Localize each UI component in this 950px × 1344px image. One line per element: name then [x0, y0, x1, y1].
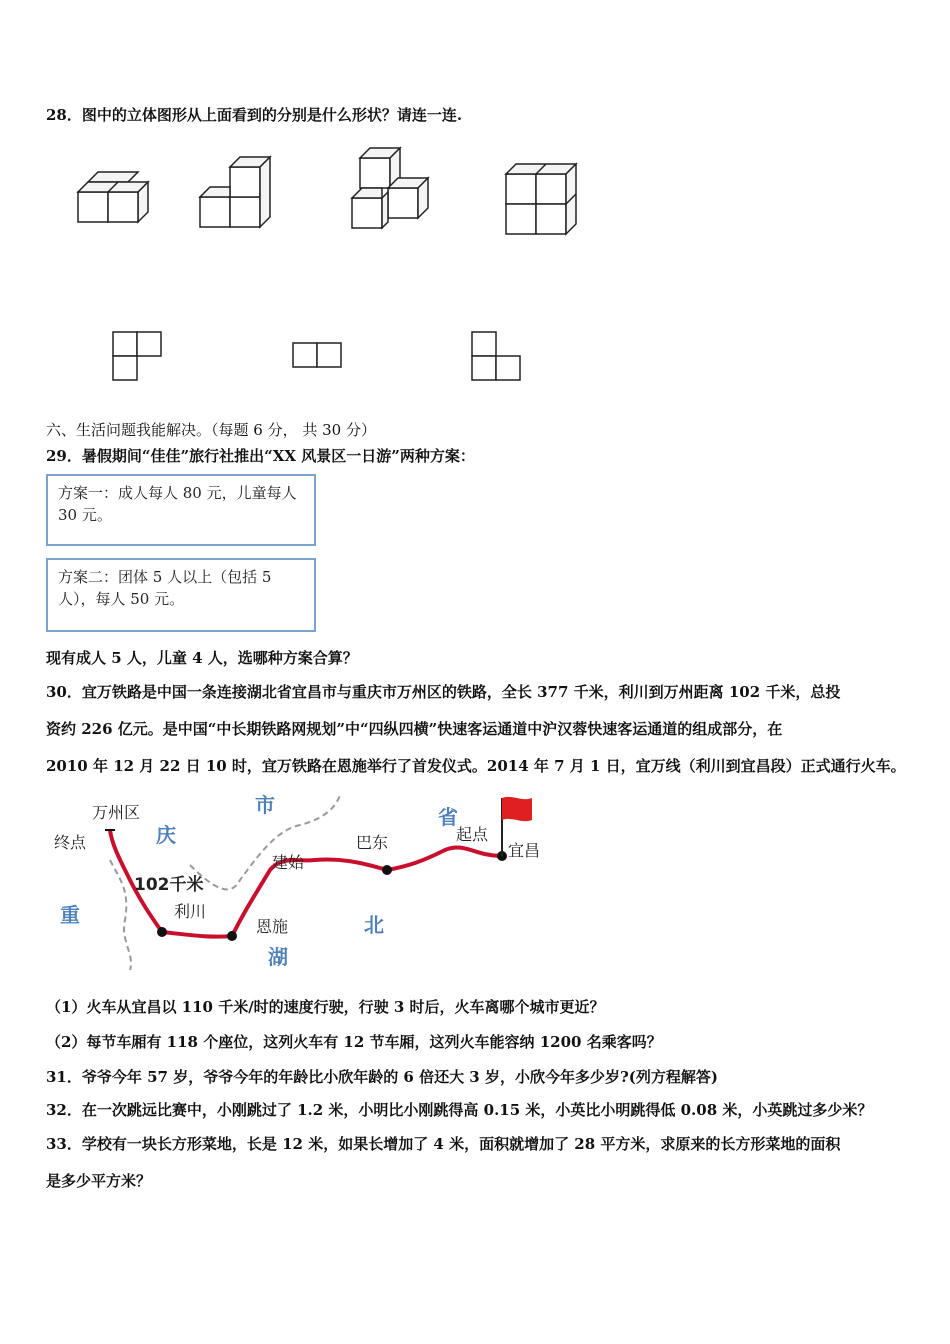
q30-line-2: 资约 226 亿元。是中国“中长期铁路网规划”中“四纵四横”快速客运通道中沪汉蓉快速客运通道的组成部分，在	[46, 720, 783, 738]
map-label-jianshi: 建始	[272, 853, 305, 872]
station-badong	[382, 865, 392, 875]
map-label-start: 起点	[456, 825, 489, 844]
top-view-shape-3	[471, 331, 523, 381]
station-lichuan	[157, 927, 167, 937]
map-region-sheng: 省	[438, 805, 458, 829]
solid-figure-1	[76, 170, 156, 230]
map-region-shi: 市	[255, 793, 275, 817]
map-label-lichuan: 利川	[174, 902, 207, 921]
q31-question: 31．爷爷今年 57 岁，爷爷今年的年龄比小欣年龄的 6 倍还大 3 岁，小欣今年多少岁?(列方程解答)	[46, 1068, 718, 1086]
solid-figure-2	[198, 155, 278, 230]
map-label-yichang: 宜昌	[508, 841, 541, 860]
q30-sub-1: （1）火车从宜昌以 110 千米/时的速度行驶，行驶 3 时后，火车离哪个城市更近？	[46, 998, 605, 1016]
plan-1-text: 方案一：成人每人 80 元，儿童每人 30 元。	[58, 484, 297, 524]
solid-figure-3	[350, 148, 435, 233]
map-label-enshi: 恩施	[256, 917, 289, 936]
map-label-badong: 巴东	[356, 833, 389, 852]
plan-1-box	[46, 474, 316, 546]
map-label-end: 终点	[54, 833, 87, 852]
q30-line-3: 2010 年 12 月 22 日 10 时，宜万铁路在恩施举行了首发仪式。2014 年 7 月 1 日，宜万线（利川到宜昌段）正式通行火车。	[46, 757, 906, 775]
top-view-shape-2	[292, 342, 344, 370]
q33-line-2: 是多少平方米？	[46, 1172, 152, 1190]
map-label-distance: 102千米	[134, 875, 204, 895]
map-label-wanzhou: 万州区	[92, 803, 141, 822]
railway-map	[50, 790, 550, 980]
plan-2-text: 方案二：团体 5 人以上（包括 5 人），每人 50 元。	[58, 568, 272, 608]
top-view-shape-1	[112, 331, 164, 381]
section-6-heading: 六、生活问题我能解决。（每题 6 分， 共 30 分）	[46, 421, 376, 439]
q29-ask: 现有成人 5 人，儿童 4 人，选哪种方案合算？	[46, 649, 358, 667]
station-enshi	[227, 931, 237, 941]
q30-line-1: 30．宜万铁路是中国一条连接湖北省宜昌市与重庆市万州区的铁路，全长 377 千米，利川到万州距离 102 千米，总投	[46, 683, 841, 701]
plan-2-box	[46, 558, 316, 632]
solid-figure-4	[504, 162, 584, 242]
map-region-qing: 庆	[156, 823, 176, 847]
q30-sub-2: （2）每节车厢有 118 个座位，这列火车有 12 节车厢，这列火车能容纳 1200 名乘客吗？	[46, 1033, 662, 1051]
map-region-hu: 湖	[268, 945, 288, 969]
q33-line-1: 33．学校有一块长方形菜地，长是 12 米，如果长增加了 4 米，面积就增加了 28 平方米，求原来的长方形菜地的面积	[46, 1135, 841, 1153]
q32-question: 32．在一次跳远比赛中，小刚跳过了 1.2 米，小明比小刚跳得高 0.15 米，小英比小明跳得低 0.08 米，小英跳过多少米？	[46, 1101, 873, 1119]
map-region-bei: 北	[364, 913, 384, 937]
map-region-chong: 重	[60, 903, 80, 927]
q29-question: 29．暑假期间“佳佳”旅行社推出“XX 风景区一日游”两种方案：	[46, 447, 475, 465]
q28-question: 28．图中的立体图形从上面看到的分别是什么形状？请连一连.	[46, 106, 463, 124]
